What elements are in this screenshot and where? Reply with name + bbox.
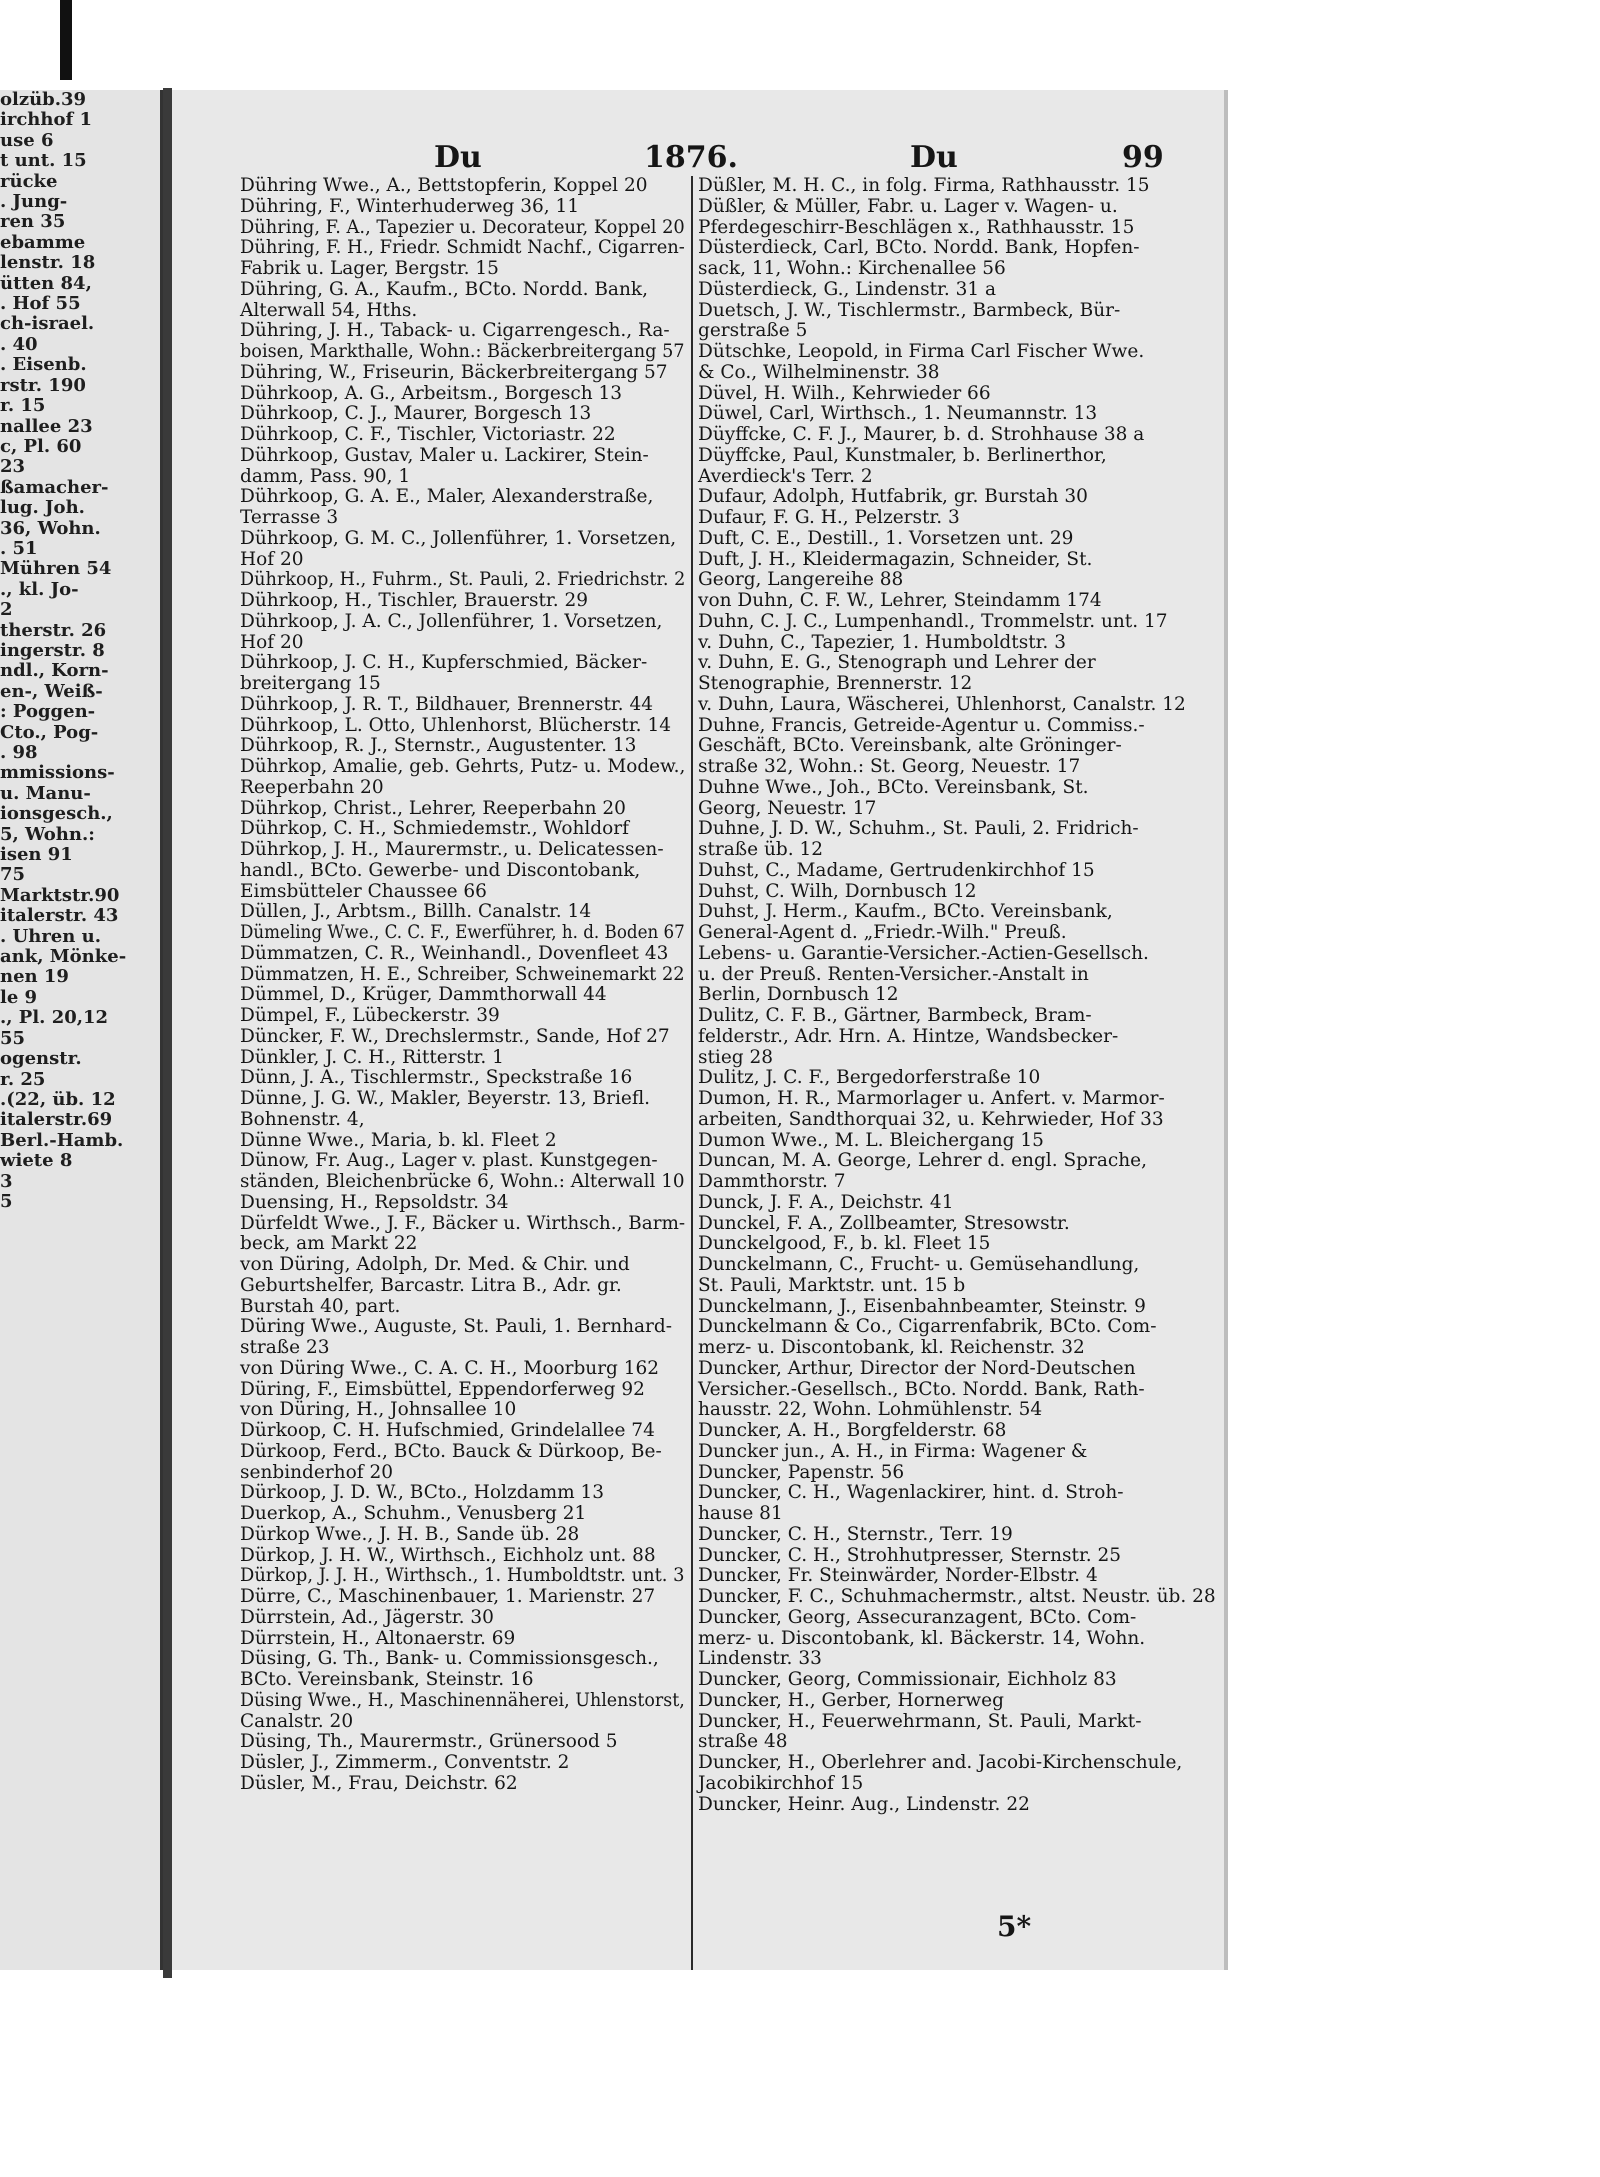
directory-entry: v. Duhn, C., Tapezier, 1. Humboldtstr. 3 <box>698 631 1066 653</box>
directory-entry: Duncker, F. C., Schuhmachermstr., altst. Neustr. üb. 28 <box>698 1586 1216 1607</box>
directory-entry: arbeiten, Sandthorquai 32, u. Kehrwieder, Hof 33 <box>698 1108 1164 1130</box>
previous-page-line: . 51 <box>0 537 38 559</box>
directory-entry: Düsterdieck, G., Lindenstr. 31 a <box>698 278 997 300</box>
previous-page-line: le 9 <box>0 986 38 1008</box>
previous-page-line: ., Pl. 20,12 <box>0 1007 109 1029</box>
directory-entry: sack, 11, Wohn.: Kirchenallee 56 <box>698 258 1006 279</box>
directory-entry: hausstr. 22, Wohn. Lohmühlenstr. 54 <box>698 1399 1043 1421</box>
page-number: 99 <box>1122 140 1164 175</box>
previous-page-fragment <box>0 90 163 1970</box>
previous-page-line: c, Pl. 60 <box>0 435 82 457</box>
directory-entry: Dünn, J. A., Tischlermstr., Speckstraße 16 <box>240 1067 633 1089</box>
directory-entry: Dürkop, J. H. W., Wirthsch., Eichholz unt. 88 <box>240 1544 656 1566</box>
directory-entry: Dührkoop, L. Otto, Uhlenhorst, Blücherstr. 14 <box>240 714 671 736</box>
directory-entry: Düring, F., Eimsbüttel, Eppendorferweg 92 <box>240 1378 645 1400</box>
previous-page-line: . 40 <box>0 333 38 355</box>
directory-entry: Duensing, H., Repsoldstr. 34 <box>240 1191 509 1213</box>
directory-entry: Dühring, F., Winterhuderweg 36, 11 <box>240 195 580 217</box>
previous-page-line: ank, Mönke- <box>0 946 127 968</box>
directory-entry: Dümmel, D., Krüger, Dammthorwall 44 <box>240 984 607 1006</box>
directory-entry: Pferdegeschirr-Beschlägen x., Rathhausstr. 15 <box>698 216 1135 238</box>
directory-entry: Duhne, Francis, Getreide-Agentur u. Commiss.- <box>698 714 1145 736</box>
directory-entry: von Düring, H., Johnsallee 10 <box>240 1399 517 1421</box>
directory-entry: von Düring, Adolph, Dr. Med. & Chir. und <box>240 1254 630 1275</box>
directory-entry: Dühring, F. A., Tapezier u. Decorateur, Koppel 20 <box>240 216 685 238</box>
directory-entry: Geschäft, BCto. Vereinsbank, alte Gröninger- <box>698 735 1122 757</box>
directory-entry: St. Pauli, Marktstr. unt. 15 b <box>698 1274 966 1296</box>
previous-page-line: . Jung- <box>0 191 68 213</box>
directory-entry: Düwel, Carl, Wirthsch., 1. Neumannstr. 13 <box>698 403 1098 425</box>
directory-entry: Dünkler, J. C. H., Ritterstr. 1 <box>240 1046 504 1068</box>
directory-entry: Alterwall 54, Hths. <box>240 299 418 321</box>
directory-entry: Terrasse 3 <box>240 507 339 528</box>
directory-entry: Georg, Langereihe 88 <box>698 569 904 591</box>
previous-page-line: .(22, üb. 12 <box>0 1088 116 1110</box>
previous-page-line: Mühren 54 <box>0 558 112 580</box>
directory-entry: Dürrstein, Ad., Jägerstr. 30 <box>240 1606 494 1628</box>
directory-entry: Dünow, Fr. Aug., Lager v. plast. Kunstgegen- <box>240 1150 658 1172</box>
previous-page-line: u. Manu- <box>0 782 91 804</box>
previous-page-line: italerstr. 43 <box>0 905 119 927</box>
directory-entry: Duncan, M. A. George, Lehrer d. engl. Sprache, <box>698 1150 1147 1172</box>
directory-entry: damm, Pass. 90, 1 <box>240 465 411 487</box>
directory-entry: Canalstr. 20 <box>240 1710 354 1732</box>
directory-entry: Averdieck's Terr. 2 <box>698 465 873 487</box>
directory-entry: Duhst, C. Wilh, Dornbusch 12 <box>698 880 977 902</box>
directory-entry: Hof 20 <box>240 631 304 653</box>
directory-entry: Duerkop, A., Schuhm., Venusberg 21 <box>240 1503 587 1524</box>
directory-entry: felderstr., Adr. Hrn. A. Hintze, Wandsbecker- <box>698 1025 1119 1047</box>
previous-page-line: ingerstr. 8 <box>0 639 105 661</box>
previous-page-line: Marktstr.90 <box>0 884 120 906</box>
directory-entry: Berlin, Dornbusch 12 <box>698 984 899 1006</box>
directory-entry: Dümeling Wwe., C. C. F., Ewerführer, h. d. Boden 67 <box>240 922 685 943</box>
directory-entry: senbinderhof 20 <box>240 1461 393 1483</box>
directory-entry: Dührkop, J. H., Maurermstr., u. Delicatessen- <box>240 839 664 860</box>
directory-entry: Dührkoop, C. J., Maurer, Borgesch 13 <box>240 403 592 425</box>
previous-page-line: ndl., Korn- <box>0 660 109 682</box>
directory-entry: Dunckel, F. A., Zollbeamter, Stresowstr. <box>698 1212 1070 1234</box>
directory-entry: Düsler, M., Frau, Deichstr. 62 <box>240 1772 518 1794</box>
directory-entry: Dumon, H. R., Marmorlager u. Anfert. v. Marmor- <box>698 1088 1165 1109</box>
directory-entry: Dütschke, Leopold, in Firma Carl Fischer Wwe. <box>698 341 1145 362</box>
directory-entry: Georg, Neuestr. 17 <box>698 797 877 819</box>
directory-entry: Dührkoop, C. F., Tischler, Victoriastr. 22 <box>240 424 616 445</box>
previous-page-line: Berl.-Hamb. <box>0 1129 124 1151</box>
directory-entry: Duncker, H., Feuerwehrmann, St. Pauli, Markt- <box>698 1710 1142 1732</box>
directory-entry: & Co., Wilhelminenstr. 38 <box>698 361 940 383</box>
previous-page-line: ionsgesch., <box>0 803 113 825</box>
previous-page-line: 5, Wohn.: <box>0 823 95 845</box>
directory-entry: Dürkoop, J. D. W., BCto., Holzdamm 13 <box>240 1482 605 1504</box>
directory-entry: Duncker, A. H., Borgfelderstr. 68 <box>698 1420 1007 1441</box>
directory-entry: Duncker, Georg, Assecuranzagent, BCto. Com- <box>698 1606 1137 1628</box>
previous-page-line: 2 <box>0 599 13 621</box>
directory-entry: Dulitz, C. F. B., Gärtner, Barmbeck, Bram- <box>698 1005 1092 1026</box>
header-year: 1876. <box>644 140 738 175</box>
previous-page-line: 5 <box>0 1190 13 1212</box>
directory-entry: Düsing Wwe., H., Maschinennäherei, Uhlenstorst, <box>240 1689 685 1711</box>
directory-entry: Dunckelgood, F., b. kl. Fleet 15 <box>698 1233 991 1255</box>
previous-page-line: . Uhren u. <box>0 925 101 947</box>
directory-entry: Düßler, & Müller, Fabr. u. Lager v. Wagen- u. <box>698 195 1118 217</box>
directory-entry: breitergang 15 <box>240 673 381 694</box>
directory-entry: BCto. Vereinsbank, Steinstr. 16 <box>240 1669 534 1690</box>
previous-page-line: ren 35 <box>0 211 66 233</box>
directory-entry: Dürkop, J. J. H., Wirthsch., 1. Humboldtstr. unt. 3 <box>240 1565 685 1587</box>
directory-entry: Dürfeldt Wwe., J. F., Bäcker u. Wirthsch., Barm- <box>240 1212 686 1234</box>
previous-page-line: Cto., Pog- <box>0 721 99 743</box>
directory-entry: von Duhn, C. F. W., Lehrer, Steindamm 174 <box>698 590 1102 611</box>
directory-entry: Reeperbahn 20 <box>240 776 384 798</box>
directory-entry: Hof 20 <box>240 548 304 570</box>
running-header <box>172 140 1172 180</box>
directory-entry: straße 23 <box>240 1337 330 1358</box>
directory-entry: Burstah 40, part. <box>240 1295 401 1317</box>
directory-entry: Duhst, C., Madame, Gertrudenkirchhof 15 <box>698 859 1095 881</box>
directory-entry: Dührkoop, J. C. H., Kupferschmied, Bäcker- <box>240 652 648 674</box>
directory-entry: Dunck, J. F. A., Deichstr. 41 <box>698 1191 954 1213</box>
directory-entry: Bohnenstr. 4, <box>240 1108 365 1130</box>
right-column <box>698 176 1224 1815</box>
directory-entry: Dührkoop, H., Fuhrm., St. Pauli, 2. Friedrichstr. 2 <box>240 569 686 591</box>
directory-entry: v. Duhn, Laura, Wäscherei, Uhlenhorst, Canalstr. 12 <box>698 693 1186 715</box>
column-rule <box>691 176 693 1970</box>
directory-entry: straße üb. 12 <box>698 839 824 860</box>
directory-entry: Duncker, Fr. Steinwärder, Norder-Elbstr. 4 <box>698 1565 1098 1587</box>
directory-entry: Duft, C. E., Destill., 1. Vorsetzen unt. 29 <box>698 527 1074 549</box>
directory-entry: Düßler, M. H. C., in folg. Firma, Rathhausstr. 15 <box>698 175 1150 196</box>
directory-entry: Lebens- u. Garantie-Versicher.-Actien-Gesellsch. <box>698 942 1149 964</box>
directory-entry: Dührkoop, R. J., Sternstr., Augustenter. 13 <box>240 735 637 757</box>
directory-entry: Dümmatzen, H. E., Schreiber, Schweinemarkt 22 <box>240 963 685 985</box>
previous-page-line: t unt. 15 <box>0 150 87 172</box>
directory-entry: Düsing, Th., Maurermstr., Grünersood 5 <box>240 1731 618 1753</box>
directory-entry: Düsterdieck, Carl, BCto. Nordd. Bank, Hopfen- <box>698 237 1140 259</box>
directory-entry: Dünne, J. G. W., Makler, Beyerstr. 13, Briefl. <box>240 1088 651 1109</box>
previous-page-line: isen 91 <box>0 844 73 866</box>
previous-page-line: ütten 84, <box>0 272 92 294</box>
previous-page-line: irchhof 1 <box>0 109 92 131</box>
header-right-keyword: Du <box>910 140 958 175</box>
directory-entry: straße 32, Wohn.: St. Georg, Neuestr. 17 <box>698 756 1081 777</box>
directory-entry: Dümpel, F., Lübeckerstr. 39 <box>240 1005 500 1026</box>
previous-page-line: : Poggen- <box>0 701 96 723</box>
directory-entry: Lindenstr. 33 <box>698 1648 822 1670</box>
directory-entry: General-Agent d. „Friedr.-Wilh." Preuß. <box>698 922 1067 943</box>
directory-entry: Düring Wwe., Auguste, St. Pauli, 1. Bernhard- <box>240 1316 672 1338</box>
directory-entry: Dumon Wwe., M. L. Bleichergang 15 <box>698 1129 1044 1151</box>
directory-entry: Stenographie, Brennerstr. 12 <box>698 673 973 694</box>
previous-page-line: wiete 8 <box>0 1150 73 1172</box>
directory-entry: Dührkoop, J. R. T., Bildhauer, Brennerstr. 44 <box>240 693 653 715</box>
directory-entry: merz- u. Discontobank, kl. Reichenstr. 32 <box>698 1337 1085 1358</box>
directory-entry: Dunckelmann & Co., Cigarrenfabrik, BCto. Com- <box>698 1316 1157 1338</box>
previous-page-line: r. 15 <box>0 395 46 417</box>
directory-entry: gerstraße 5 <box>698 320 808 342</box>
directory-entry: straße 48 <box>698 1731 788 1753</box>
previous-page-line: 55 <box>0 1027 26 1049</box>
directory-entry: Dunckelmann, J., Eisenbahnbeamter, Steinstr. 9 <box>698 1295 1146 1317</box>
directory-entry: Dufaur, F. G. H., Pelzerstr. 3 <box>698 507 960 528</box>
previous-page-line: ogenstr. <box>0 1048 82 1070</box>
directory-entry: Versicher.-Gesellsch., BCto. Nordd. Bank, Rath- <box>698 1378 1145 1400</box>
previous-page-line: olzüb.39 <box>0 90 87 110</box>
directory-entry: Dührkop, Amalie, geb. Gehrts, Putz- u. Modew., <box>240 756 686 777</box>
previous-page-line: lenstr. 18 <box>0 252 96 274</box>
directory-entry: Dühring, W., Friseurin, Bäckerbreitergang 57 <box>240 361 668 383</box>
directory-entry: Düncker, F. W., Drechslermstr., Sande, Hof 27 <box>240 1025 670 1047</box>
previous-page-line: ebamme <box>0 231 86 253</box>
directory-entry: Duhne Wwe., Joh., BCto. Vereinsbank, St. <box>698 776 1089 798</box>
directory-entry: Dührkoop, G. A. E., Maler, Alexanderstraße, <box>240 486 654 508</box>
directory-entry: stieg 28 <box>698 1046 774 1068</box>
previous-page-line: . 98 <box>0 742 38 763</box>
signature-mark: 5* <box>997 1910 1032 1943</box>
directory-entry: Dümmatzen, C. R., Weinhandl., Dovenfleet 43 <box>240 942 669 964</box>
directory-entry: hause 81 <box>698 1503 783 1524</box>
directory-entry: Dunckelmann, C., Frucht- u. Gemüsehandlung, <box>698 1254 1140 1275</box>
directory-entry: Dürrstein, H., Altonaerstr. 69 <box>240 1627 516 1649</box>
directory-entry: Dührkoop, G. M. C., Jollenführer, 1. Vorsetzen, <box>240 527 677 549</box>
previous-page-line: lug. Joh. <box>0 497 85 519</box>
directory-entry: Dufaur, Adolph, Hutfabrik, gr. Burstah 30 <box>698 486 1088 508</box>
directory-entry: Düyffcke, C. F. J., Maurer, b. d. Strohhause 38 a <box>698 424 1145 445</box>
directory-entry: Duncker, H., Oberlehrer and. Jacobi-Kirchenschule, <box>698 1752 1183 1773</box>
previous-page-line: 3 <box>0 1170 13 1192</box>
directory-entry: u. der Preuß. Renten-Versicher.-Anstalt in <box>698 963 1089 985</box>
previous-page-line: therstr. 26 <box>0 619 107 641</box>
directory-entry: Düsler, J., Zimmerm., Conventstr. 2 <box>240 1752 570 1773</box>
previous-page-line: italerstr.69 <box>0 1109 113 1131</box>
directory-entry: Duetsch, J. W., Tischlermstr., Barmbeck, Bür- <box>698 299 1121 321</box>
directory-entry: Duhn, C. J. C., Lumpenhandl., Trommelstr. unt. 17 <box>698 610 1168 632</box>
previous-page-line: nallee 23 <box>0 415 93 437</box>
directory-entry: Dünne Wwe., Maria, b. kl. Fleet 2 <box>240 1129 557 1151</box>
directory-entry: Duncker, C. H., Sternstr., Terr. 19 <box>698 1523 1013 1545</box>
previous-page-line: 23 <box>0 456 26 478</box>
previous-page-line: 75 <box>0 864 26 886</box>
book-spine-shadow <box>60 0 72 80</box>
directory-entry: Duncker, Heinr. Aug., Lindenstr. 22 <box>698 1793 1030 1815</box>
directory-entry: Düllen, J., Arbtsm., Billh. Canalstr. 14 <box>240 901 592 923</box>
previous-page-line: en-, Weiß- <box>0 680 103 702</box>
directory-entry: Dührkoop, Gustav, Maler u. Lackirer, Stein- <box>240 444 649 466</box>
directory-entry: Duft, J. H., Kleidermagazin, Schneider, St. <box>698 548 1093 570</box>
directory-entry: Jacobikirchhof 15 <box>698 1772 864 1794</box>
previous-page-line: . Eisenb. <box>0 354 87 376</box>
directory-page <box>172 90 1224 1970</box>
directory-entry: Duncker, H., Gerber, Hornerweg <box>698 1689 1004 1711</box>
page-edge <box>1224 90 1228 1970</box>
directory-entry: Fabrik u. Lager, Bergstr. 15 <box>240 258 499 279</box>
directory-entry: Dammthorstr. 7 <box>698 1171 846 1192</box>
previous-page-line: mmissions- <box>0 762 115 784</box>
directory-entry: Dührkop, Christ., Lehrer, Reeperbahn 20 <box>240 797 626 819</box>
directory-entry: ständen, Bleichenbrücke 6, Wohn.: Alterwall 10 <box>240 1171 685 1192</box>
directory-entry: Duhst, J. Herm., Kaufm., BCto. Vereinsbank, <box>698 901 1113 923</box>
page-gutter <box>163 88 172 1978</box>
directory-entry: boisen, Markthalle, Wohn.: Bäckerbreitergang 57 <box>240 341 685 362</box>
previous-page-line: nen 19 <box>0 966 69 988</box>
directory-entry: Dürkop Wwe., J. H. B., Sande üb. 28 <box>240 1523 580 1545</box>
previous-page-line: use 6 <box>0 129 54 151</box>
directory-entry: Duncker, Papenstr. 56 <box>698 1461 905 1483</box>
previous-page-line: 36, Wohn. <box>0 517 101 539</box>
directory-entry: Duhne, J. D. W., Schuhm., St. Pauli, 2. Fridrich- <box>698 818 1139 840</box>
directory-entry: Düvel, H. Wilh., Kehrwieder 66 <box>698 382 991 404</box>
directory-entry: v. Duhn, E. G., Stenograph und Lehrer der <box>698 652 1096 674</box>
directory-entry: Eimsbütteler Chaussee 66 <box>240 880 487 902</box>
directory-entry: Dühring, J. H., Taback- u. Cigarrengesch., Ra- <box>240 320 670 342</box>
directory-entry: handl., BCto. Gewerbe- und Discontobank, <box>240 859 641 881</box>
directory-entry: von Düring Wwe., C. A. C. H., Moorburg 162 <box>240 1357 660 1379</box>
directory-entry: Duncker, Arthur, Director der Nord-Deutschen <box>698 1357 1136 1379</box>
directory-entry: Dührkop, C. H., Schmiedemstr., Wohldorf <box>240 818 629 840</box>
directory-entry: Dührkoop, A. G., Arbeitsm., Borgesch 13 <box>240 382 623 404</box>
directory-entry: Düyffcke, Paul, Kunstmaler, b. Berlinerthor, <box>698 444 1107 466</box>
header-left-keyword: Du <box>434 140 482 175</box>
directory-entry: Duncker, C. H., Strohhutpresser, Sternstr. 25 <box>698 1544 1122 1566</box>
directory-entry: Duncker, C. H., Wagenlackirer, hint. d. Stroh- <box>698 1482 1124 1504</box>
directory-entry: merz- u. Discontobank, kl. Bäckerstr. 14, Wohn. <box>698 1627 1146 1649</box>
previous-page-line: r. 25 <box>0 1068 46 1090</box>
directory-entry: beck, am Markt 22 <box>240 1233 418 1255</box>
directory-entry: Dühring Wwe., A., Bettstopferin, Koppel 20 <box>240 175 648 196</box>
previous-page-line: rücke <box>0 170 58 192</box>
previous-page-line: rstr. 190 <box>0 374 86 396</box>
directory-entry: Geburtshelfer, Barcastr. Litra B., Adr. gr. <box>240 1274 622 1296</box>
directory-entry: Düsing, G. Th., Bank- u. Commissionsgesch., <box>240 1648 659 1670</box>
previous-page-line: ch-israel. <box>0 313 95 335</box>
directory-entry: Dühring, F. H., Friedr. Schmidt Nachf., Cigarren- <box>240 237 685 259</box>
directory-entry: Dürre, C., Maschinenbauer, 1. Marienstr. 27 <box>240 1586 656 1607</box>
directory-entry: Duncker, Georg, Commissionair, Eichholz 83 <box>698 1669 1117 1690</box>
previous-page-line: . Hof 55 <box>0 293 81 315</box>
previous-page-line: ßamacher- <box>0 476 109 498</box>
directory-entry: Duncker jun., A. H., in Firma: Wagener & <box>698 1440 1088 1462</box>
directory-entry: Dürkoop, C. H. Hufschmied, Grindelallee 74 <box>240 1420 655 1441</box>
directory-entry: Dürkoop, Ferd., BCto. Bauck & Dürkoop, Be- <box>240 1440 662 1462</box>
directory-entry: Dührkoop, J. A. C., Jollenführer, 1. Vorsetzen, <box>240 610 663 632</box>
directory-entry: Dührkoop, H., Tischler, Brauerstr. 29 <box>240 590 589 611</box>
directory-entry: Dühring, G. A., Kaufm., BCto. Nordd. Bank, <box>240 278 648 300</box>
directory-entry: Dulitz, J. C. F., Bergedorferstraße 10 <box>698 1067 1041 1089</box>
previous-page-line: ., kl. Jo- <box>0 578 79 600</box>
